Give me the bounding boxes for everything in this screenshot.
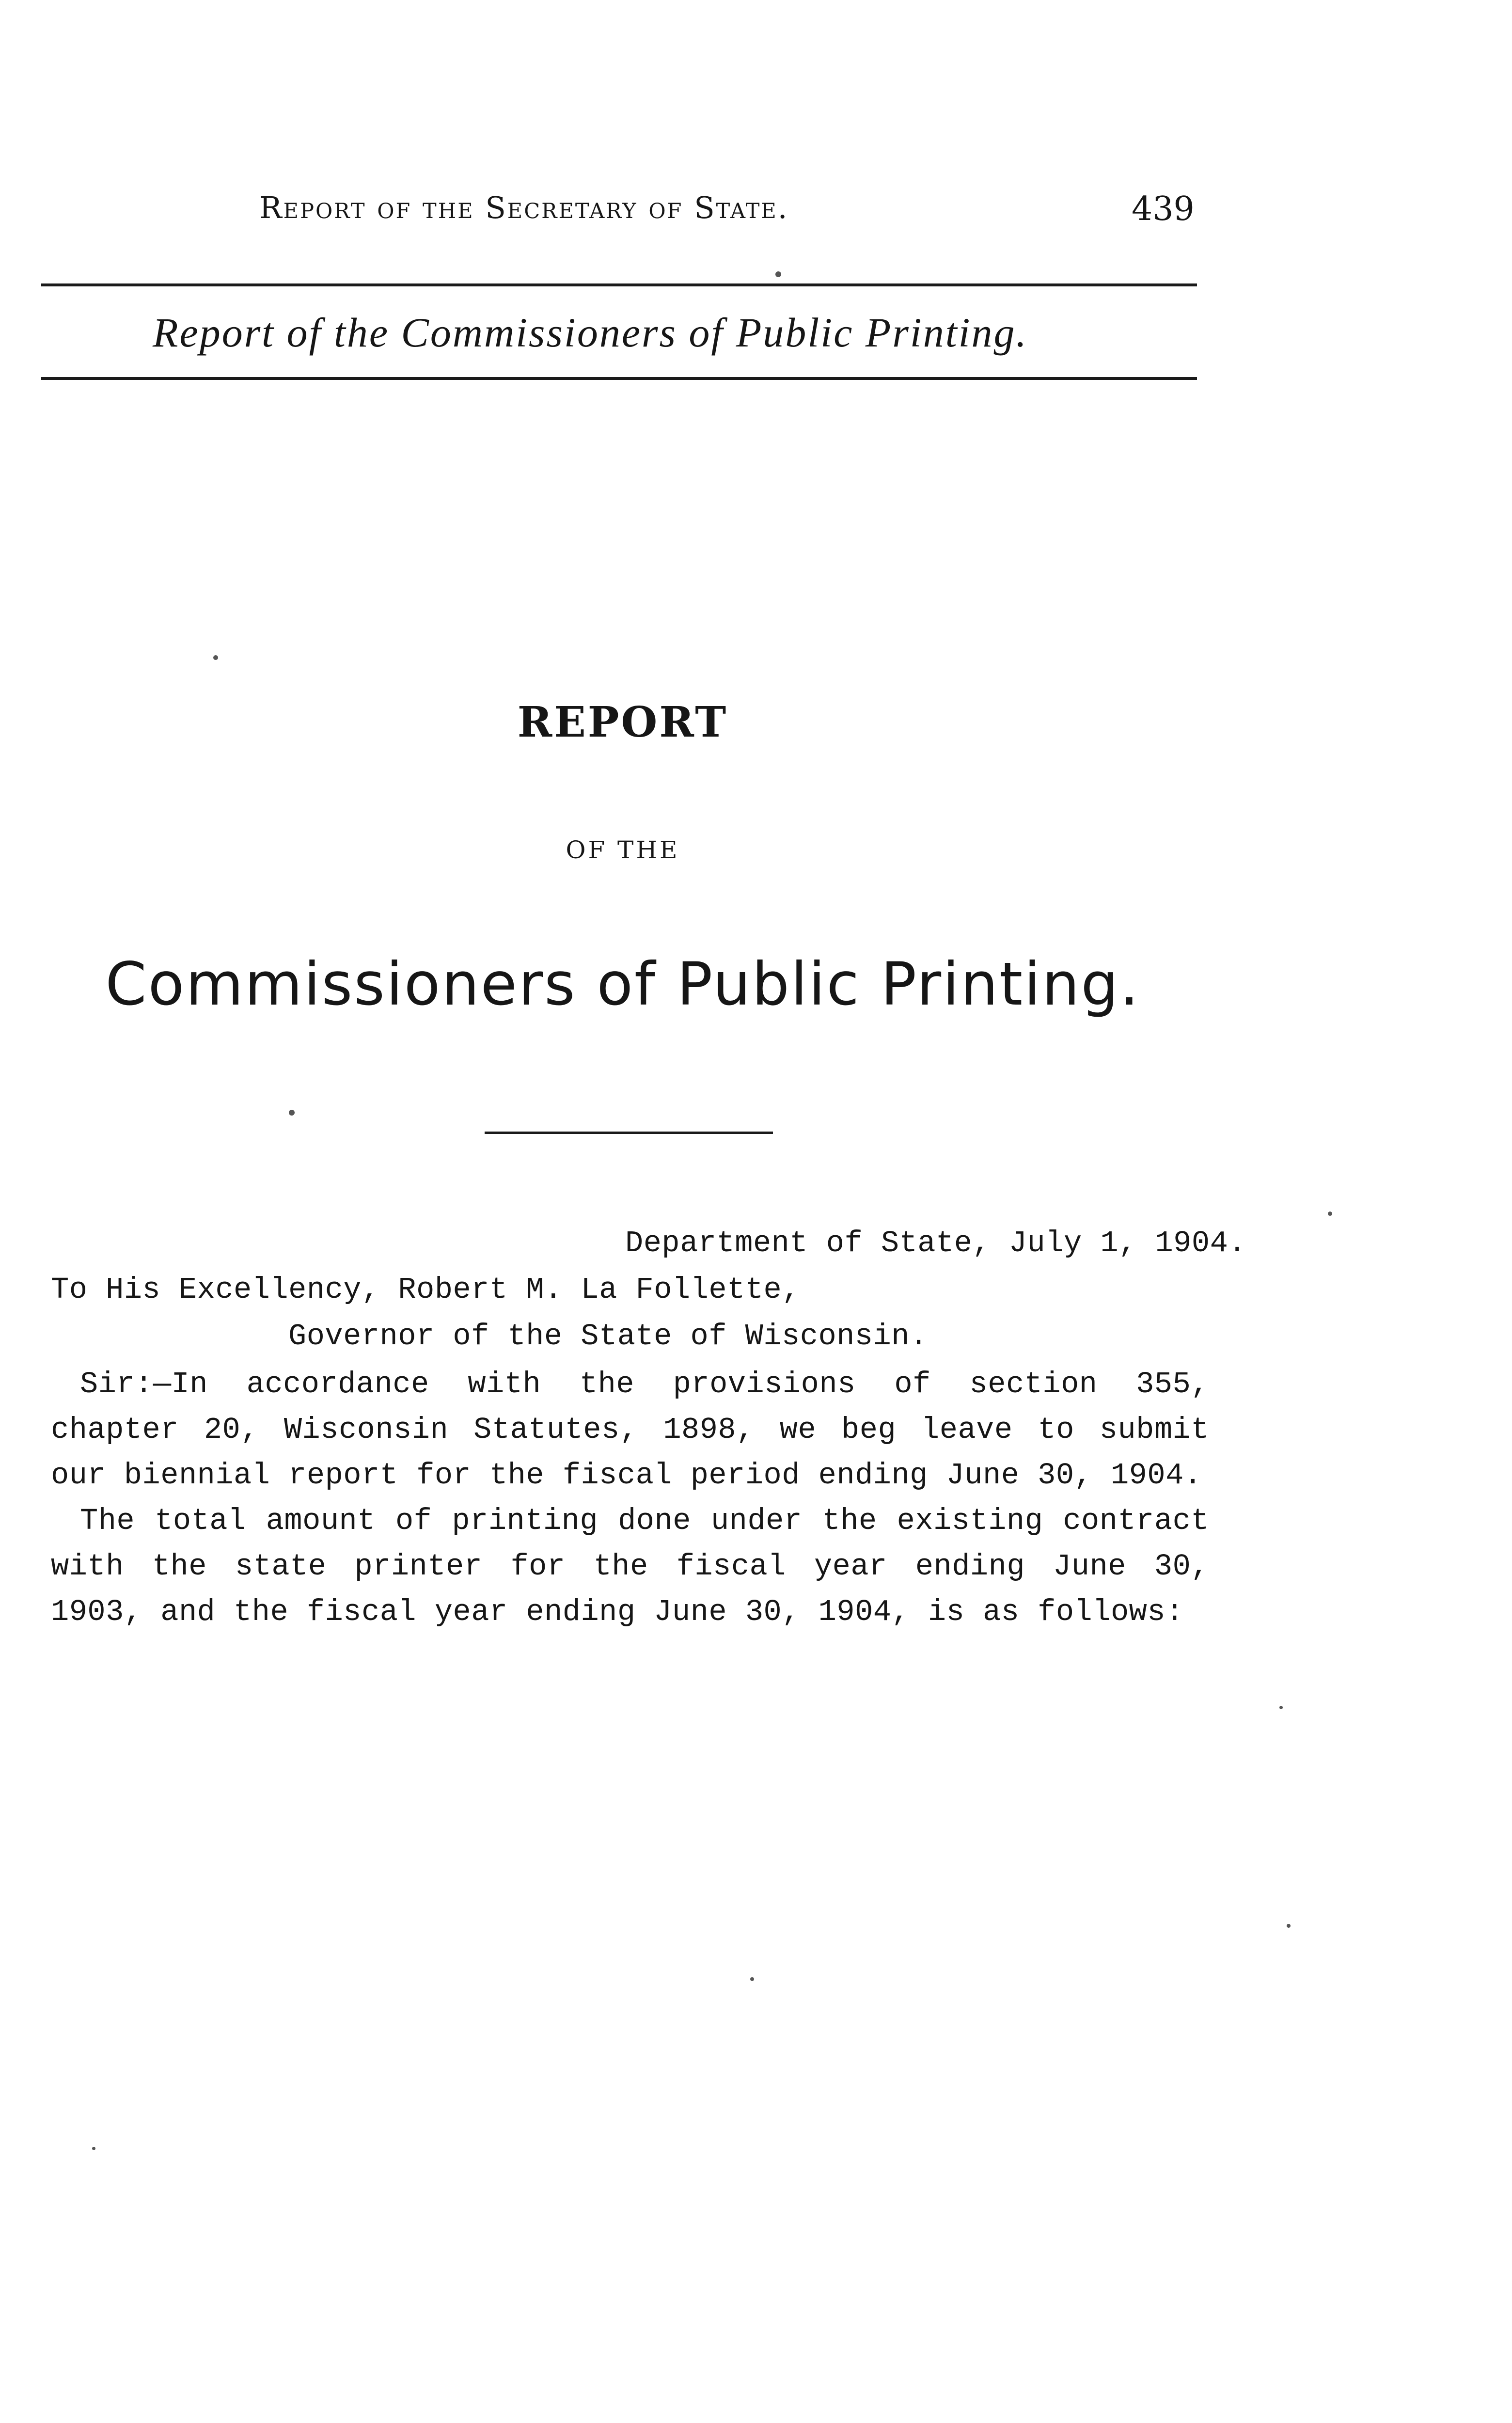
running-head: Report of the Secretary of State. [259,190,789,225]
report-heading: REPORT [517,698,728,747]
section-title: Report of the Commissioners of Public Printing. [153,309,1028,356]
paper-speck [1287,1924,1291,1928]
paragraph-intro: Sir:—In accordance with the provisions of section 355, chapter 20, Wisconsin Statutes, 1898, we beg leave to submit our biennial report for the fiscal period ending June 30, 1904. [51,1367,1209,1493]
page-number: 439 [1132,190,1195,228]
addressee-line: To His Excellency, Robert M. La Follette, [51,1273,800,1307]
paper-speck [1328,1212,1332,1216]
paper-speck [92,2147,95,2150]
of-the-line: OF THE [566,836,680,864]
paper-speck [289,1110,295,1116]
paragraph-total-amount: The total amount of printing done under the existing contract with the state printer for the fiscal year ending June 30, 1903, and the fiscal year ending June 30, 1904, is as follows: [51,1504,1209,1629]
paper-speck [750,1977,754,1981]
paper-speck [775,271,781,277]
date-line: Department of State, July 1, 1904. [625,1226,1247,1260]
paper-speck [1279,1706,1283,1709]
main-title: Commissioners of Public Printing. [105,950,1140,1019]
header-rule-top [41,283,1197,286]
header-rule-bottom [41,377,1197,380]
addressee-title-line: Governor of the State of Wisconsin. [288,1319,928,1353]
title-divider-rule [485,1132,773,1134]
paper-speck [213,655,218,660]
